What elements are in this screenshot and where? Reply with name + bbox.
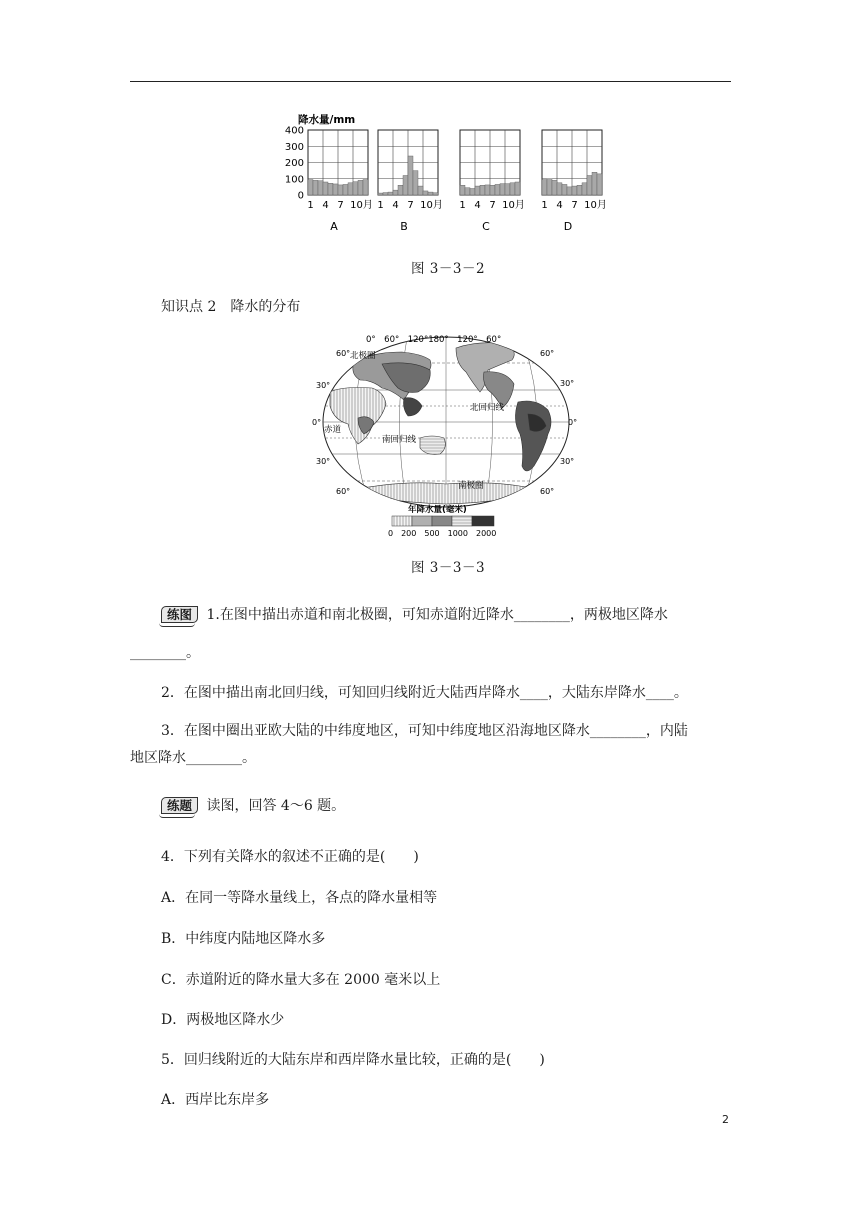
precip-bar	[383, 193, 388, 195]
equator-label: 赤道	[324, 425, 342, 435]
precip-bar	[318, 181, 323, 195]
precip-bar	[490, 185, 495, 195]
lat-label-n30-right: 30°	[560, 379, 575, 388]
section-heading: 知识点 2 降水的分布	[161, 299, 301, 315]
precip-bar	[567, 187, 572, 195]
x-tick-label: 1	[459, 200, 466, 211]
x-tick-label: 4	[474, 200, 481, 211]
question-2: 2．在图中描出南北回归线，可知回归线附近大陆西岸降水____，大陆东岸降水____。	[161, 685, 688, 701]
question-1-line-1	[161, 605, 668, 625]
precip-bar	[423, 191, 428, 195]
question-4-stem: 4．下列有关降水的叙述不正确的是( )	[161, 849, 419, 865]
y-tick-label: 200	[284, 158, 304, 169]
exercise-intro	[161, 796, 345, 816]
header-rule	[130, 81, 731, 82]
precip-bar	[418, 186, 423, 195]
precip-bar	[587, 176, 592, 196]
x-tick-label: 7	[489, 200, 496, 211]
precip-bar	[408, 156, 413, 195]
precip-bar	[572, 186, 577, 195]
figure-caption-2: 图 3－3－3	[411, 560, 486, 576]
question-3-line-1: 3．在图中圈出亚欧大陆的中纬度地区，可知中纬度地区沿海地区降水________，内陆	[161, 723, 688, 739]
precip-bar	[353, 182, 358, 195]
map-top-labels: 0° 60° 120°180° 120° 60°	[366, 335, 502, 345]
chart-a	[307, 130, 373, 233]
arctic-circle-label: 北极圈	[350, 351, 376, 361]
question-1-text: 1.在图中描出赤道和南北极圈，可知赤道附近降水________，两极地区降水	[206, 607, 668, 623]
precipitation-charts	[280, 108, 620, 236]
antarctic-circle-label: 南极圈	[458, 481, 484, 491]
tropic-capricorn-label: 南回归线	[382, 435, 417, 445]
precip-bar	[592, 172, 597, 195]
x-tick-label: 7	[337, 200, 344, 211]
precip-bar	[470, 189, 475, 196]
lat-label-s60-left: 60°	[336, 487, 351, 496]
lat-label-s30-left: 30°	[316, 457, 331, 466]
tropic-cancer-label: 北回归线	[470, 403, 505, 413]
precip-bar	[328, 183, 333, 195]
precip-bar	[338, 185, 343, 195]
y-tick-label: 400	[284, 125, 304, 137]
lat-label-n60-right: 60°	[540, 349, 555, 358]
precip-bar	[413, 171, 418, 195]
precip-bar	[475, 186, 480, 195]
precip-bar	[393, 190, 398, 195]
lat-label-n30-left: 30°	[316, 381, 331, 390]
precip-bar	[460, 185, 465, 195]
lat-label-eq-left: 0°	[312, 418, 322, 427]
precip-bar	[348, 183, 353, 195]
precip-bar	[577, 185, 582, 195]
question-3-line-2: 地区降水________。	[130, 750, 256, 766]
question-5-stem: 5．回归线附近的大陆东岸和西岸降水量比较，正确的是( )	[161, 1052, 545, 1068]
precip-bar	[500, 184, 505, 195]
precip-bar	[323, 182, 328, 195]
y-tick-label: 0	[297, 190, 304, 202]
precip-bar	[398, 185, 403, 195]
question-5-option-a: A．西岸比东岸多	[161, 1092, 270, 1108]
x-tick-label: 10月	[502, 200, 525, 211]
chart-c	[459, 130, 525, 233]
x-tick-label: 1	[307, 200, 314, 211]
x-tick-label: 4	[392, 200, 399, 211]
precip-bar	[428, 192, 433, 195]
precip-bar	[433, 193, 438, 195]
precip-bar	[388, 192, 393, 195]
precip-bar	[547, 179, 552, 195]
chart-ylabel: 降水量/mm	[298, 114, 356, 126]
x-tick-label: 7	[571, 200, 578, 211]
precip-bar	[510, 183, 515, 195]
x-tick-label: 7	[407, 200, 414, 211]
precip-bar	[343, 184, 348, 195]
legend-ticks: 0 200 500 1000 2000	[388, 529, 497, 538]
y-tick-label: 300	[284, 141, 304, 153]
legend-title: 年降水量(毫米)	[408, 505, 467, 515]
precip-bar	[557, 183, 562, 195]
precip-bar	[597, 174, 602, 195]
precip-bar	[542, 180, 547, 195]
question-4-option-d: D．两极地区降水少	[161, 1012, 285, 1028]
precip-bar	[562, 184, 567, 195]
y-tick-label: 100	[284, 174, 304, 186]
chart-label: A	[330, 220, 338, 233]
chart-label: C	[482, 220, 490, 233]
precip-bar	[582, 183, 587, 195]
figure-caption-1: 图 3－3－2	[411, 261, 486, 277]
precip-bar	[313, 180, 318, 195]
chart-d	[541, 130, 607, 233]
legend-swatches	[392, 516, 494, 526]
question-4-option-a: A．在同一等降水量线上，各点的降水量相等	[161, 890, 438, 906]
lat-label-s60-right: 60°	[540, 487, 555, 496]
precip-bar	[363, 180, 368, 195]
precip-bar	[480, 185, 485, 195]
precip-bar	[333, 184, 338, 195]
precip-bar	[378, 193, 383, 195]
precip-bar	[358, 180, 363, 195]
x-tick-label: 1	[541, 200, 548, 211]
x-tick-label: 10月	[420, 200, 443, 211]
world-precipitation-map	[312, 330, 580, 540]
exercise-intro-text: 读图，回答 4～6 题。	[206, 798, 346, 814]
x-tick-label: 10月	[350, 200, 373, 211]
x-tick-label: 4	[556, 200, 563, 211]
precip-bar	[465, 188, 470, 195]
chart-label: D	[563, 220, 573, 233]
precip-bar	[495, 184, 500, 195]
lian-tu-badge: 练图	[161, 606, 198, 623]
lat-label-n60-left: 60°	[336, 349, 351, 358]
chart-label: B	[400, 220, 408, 233]
lian-ti-badge: 练题	[161, 797, 198, 814]
precip-bar	[552, 180, 557, 195]
lat-label-s30-right: 30°	[560, 457, 575, 466]
precip-bar	[403, 176, 408, 196]
question-4-option-b: B．中纬度内陆地区降水多	[161, 931, 326, 947]
x-tick-label: 4	[322, 200, 329, 211]
precip-bar	[308, 180, 313, 195]
precip-bar	[485, 185, 490, 195]
x-tick-label: 1	[377, 200, 384, 211]
lat-label-eq-right: 0°	[568, 418, 578, 427]
precip-bar	[505, 184, 510, 195]
question-1-line-2: ________。	[130, 645, 200, 661]
question-4-option-c: C．赤道附近的降水量大多在 2000 毫米以上	[161, 972, 441, 988]
page-number: 2	[722, 1113, 729, 1126]
x-tick-label: 10月	[584, 200, 607, 211]
chart-b	[377, 130, 443, 233]
precip-bar	[515, 182, 520, 195]
